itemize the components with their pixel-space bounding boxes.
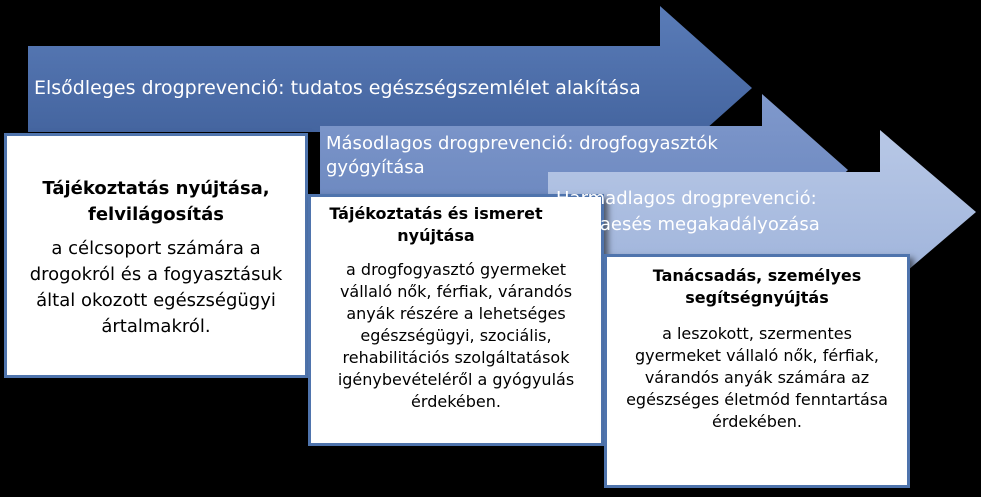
secondary-prevention-title: Másodlagos drogprevenció: drogfogyasztók gyógyítása [326, 133, 718, 178]
secondary-info-heading: Tájékoztatás és ismeret nyújtása [329, 204, 543, 245]
tertiary-info-text: a leszokott, szermentes gyermeket vállaló nők, férfiak, várandós anyák számára az egészséges életmód fenntartása érdekében. [626, 324, 888, 431]
tertiary-prevention-title: Harmadlagos drogprevenció: visszaesés megakadályozása [556, 188, 820, 235]
primary-info-text: a célcsoport számára a drogokról és a fogyasztásuk által okozott egészségügyi ártalmakról. [29, 238, 283, 337]
primary-info-heading: Tájékoztatás nyújtása, felvilágosítás [42, 178, 270, 225]
secondary-info-text: a drogfogyasztó gyermeket vállaló nők, férfiak, várandós anyák részére a lehetséges egészségügyi, szociális, rehabilitációs szolgáltatások igénybevételéről a gyógyulás érdekében. [337, 260, 575, 411]
primary-prevention-title: Elsődleges drogprevenció: tudatos egészségszemlélet alakítása [34, 77, 641, 99]
tertiary-info-box [604, 254, 910, 488]
tertiary-info-heading: Tanácsadás, személyes segítségnyújtás [652, 266, 862, 307]
primary-info-box [4, 133, 308, 378]
